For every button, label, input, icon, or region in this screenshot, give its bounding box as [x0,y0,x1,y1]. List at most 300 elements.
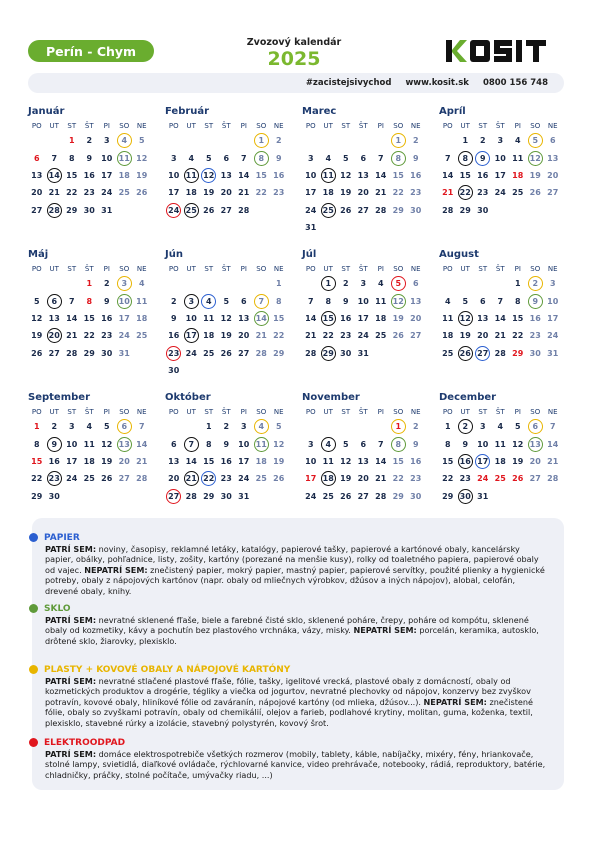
day-cell: 20 [238,331,250,341]
day-cell: 20 [477,331,489,341]
month-days [302,418,434,505]
month-jún [165,249,297,379]
day-cell: 4 [325,153,332,163]
day-cell: 15 [83,313,95,323]
day-cell: 27 [165,488,183,505]
day-cell: 29 [512,348,524,358]
pickup-yellow-circle-icon [117,133,132,148]
pickup-black-circle-icon [47,168,62,183]
empty-day [200,132,218,149]
day-cell: 8 [325,296,332,306]
day-cell: 22 [273,331,285,341]
empty-day [218,275,236,292]
pickup-yellow-circle-icon [117,276,132,291]
day-cell: 15 [255,170,267,180]
empty-day [320,418,338,435]
day-cell: 4 [138,279,145,289]
weekday-label: SO [530,408,541,416]
weekday-header [165,263,297,275]
day-cell: 4 [200,292,218,309]
day-cell: 21 [305,331,317,341]
day-cell: 3 [183,292,201,309]
day-cell: 22 [392,474,404,484]
day-cell: 15 [392,170,404,180]
weekday-label: NE [410,122,421,130]
day-cell: 23 [410,188,422,198]
weekday-label: PO [442,408,453,416]
day-cell: 25 [255,474,267,484]
day-cell: 25 [83,474,95,484]
day-cell: 7 [497,296,504,306]
empty-day [183,418,201,435]
day-cell: 20 [168,474,180,484]
day-cell: 31 [238,491,250,501]
day-cell: 25 [512,188,524,198]
weekday-label: NE [136,265,147,273]
day-cell: 24 [66,474,78,484]
day-cell: 1 [514,279,521,289]
legend-electro-title: ELEKTROODPAD [44,737,126,748]
day-cell: 4 [188,153,195,163]
month-júl [302,249,434,362]
paper-dot-icon [29,533,38,542]
weekday-label: NE [136,122,147,130]
day-cell: 25 [183,202,201,219]
day-cell: 19 [203,188,215,198]
day-cell: 4 [86,422,93,432]
empty-day [200,275,218,292]
electro-dot-icon [29,738,38,747]
day-cell: 20 [529,456,541,466]
day-cell: 1 [390,132,408,149]
day-cell: 29 [273,348,285,358]
day-cell: 13 [238,313,250,323]
day-cell: 29 [459,205,471,215]
pickup-green-circle-icon [254,311,269,326]
day-cell: 27 [474,345,492,362]
day-cell: 4 [444,296,451,306]
day-cell: 31 [357,348,369,358]
day-cell: 8 [514,296,521,306]
weekday-label: SO [256,408,267,416]
day-cell: 14 [253,310,271,327]
day-cell: 10 [66,439,78,449]
day-cell: 26 [340,205,352,215]
weekday-header [28,120,160,132]
empty-day [235,132,253,149]
day-cell: 12 [457,310,475,327]
day-cell: 27 [31,205,43,215]
pickup-black-circle-icon [184,168,199,183]
day-cell: 14 [305,313,317,323]
day-cell: 25 [203,348,215,358]
weekday-label: PO [31,265,42,273]
day-cell: 7 [377,439,384,449]
day-cell: 13 [220,170,232,180]
pickup-blue-circle-icon [475,346,490,361]
weekday-label: ST [341,408,351,416]
weekday-label: NE [136,408,147,416]
weekday-label: ST [204,265,214,273]
day-cell: 13 [357,170,369,180]
day-cell: 28 [547,474,559,484]
day-cell: 12 [390,292,408,309]
pickup-blue-circle-icon [475,151,490,166]
day-cell: 23 [529,331,541,341]
day-cell: 13 [357,456,369,466]
day-cell: 25 [375,331,387,341]
weekday-label: NE [273,122,284,130]
day-cell: 13 [527,435,545,452]
weekday-header [28,406,160,418]
day-cell: 2 [170,296,177,306]
day-cell: 17 [357,313,369,323]
day-cell: 17 [168,188,180,198]
day-cell: 11 [494,439,506,449]
empty-day [46,132,64,149]
pickup-blue-circle-icon [201,294,216,309]
weekday-header [439,263,571,275]
day-cell: 14 [442,170,454,180]
empty-day [183,132,201,149]
empty-day [337,418,355,435]
pickup-black-circle-icon [47,437,62,452]
weekday-label: ST [67,122,77,130]
day-cell: 19 [340,188,352,198]
day-cell: 16 [168,331,180,341]
calendar-year: 2025 [267,48,321,70]
pickup-green-circle-icon [117,151,132,166]
day-cell: 10 [238,439,250,449]
day-cell: 1 [275,279,282,289]
weekday-label: UT [49,122,59,130]
day-cell: 11 [203,313,215,323]
day-cell: 6 [46,292,64,309]
day-cell: 6 [360,439,367,449]
month-apríl [439,106,571,219]
weekday-label: ŠT [221,408,231,416]
day-cell: 5 [138,136,145,146]
day-cell: 9 [342,296,349,306]
weekday-label: SO [393,265,404,273]
pickup-yellow-circle-icon [117,419,132,434]
day-cell: 17 [547,313,559,323]
month-days [165,132,297,219]
day-cell: 3 [479,422,486,432]
weekday-label: PI [377,122,384,130]
weekday-label: NE [273,408,284,416]
day-cell: 14 [375,170,387,180]
day-cell: 6 [479,296,486,306]
day-cell: 29 [83,348,95,358]
day-cell: 30 [410,205,422,215]
weekday-label: ŠT [495,122,505,130]
day-cell: 3 [68,422,75,432]
day-cell: 18 [442,331,454,341]
pickup-blue-circle-icon [201,168,216,183]
day-cell: 31 [547,348,559,358]
day-cell: 8 [390,149,408,166]
weekday-header [28,263,160,275]
day-cell: 22 [66,188,78,198]
pickup-yellow-circle-icon [254,294,269,309]
day-cell: 16 [101,313,113,323]
day-cell: 11 [83,439,95,449]
pickup-black-circle-icon [458,151,473,166]
day-cell: 29 [442,491,454,501]
day-cell: 11 [442,313,454,323]
day-cell: 30 [457,488,475,505]
empty-day [355,418,373,435]
weekday-label: ST [67,265,77,273]
weekday-label: PI [103,408,110,416]
day-cell: 31 [477,491,489,501]
day-cell: 3 [549,279,556,289]
day-cell: 26 [392,331,404,341]
legend-plastic [32,663,564,728]
day-cell: 10 [494,153,506,163]
weekday-label: PI [514,122,521,130]
day-cell: 9 [412,153,419,163]
day-cell: 11 [320,167,338,184]
legend-paper-title: PAPIER [44,532,80,543]
empty-day [28,132,46,149]
pickup-black-circle-icon [458,311,473,326]
weekday-label: UT [186,122,196,130]
day-cell: 9 [527,292,545,309]
day-cell: 16 [410,170,422,180]
day-cell: 30 [83,205,95,215]
day-cell: 20 [118,456,130,466]
day-cell: 2 [223,422,230,432]
day-cell: 19 [529,170,541,180]
day-cell: 1 [33,422,40,432]
day-cell: 28 [305,348,317,358]
day-cell: 26 [340,491,352,501]
day-cell: 6 [240,296,247,306]
day-cell: 30 [220,491,232,501]
pickup-black-circle-icon [184,471,199,486]
day-cell: 15 [459,170,471,180]
day-cell: 5 [205,153,212,163]
weekday-label: NE [547,408,558,416]
day-cell: 23 [83,188,95,198]
day-cell: 27 [529,474,541,484]
day-cell: 12 [220,313,232,323]
day-cell: 11 [322,456,334,466]
pickup-black-circle-icon [47,328,62,343]
day-cell: 28 [238,205,250,215]
weekday-label: PI [377,265,384,273]
day-cell: 18 [136,313,148,323]
day-cell: 6 [549,136,556,146]
day-cell: 10 [116,292,134,309]
pickup-black-circle-icon [458,489,473,504]
day-cell: 14 [185,456,197,466]
day-cell: 30 [529,348,541,358]
day-cell: 28 [66,348,78,358]
day-cell: 30 [168,366,180,376]
day-cell: 2 [527,275,545,292]
day-cell: 19 [459,331,471,341]
weekday-label: PI [240,122,247,130]
calendar-subtitle: Zvozový kalendár [246,37,342,48]
day-cell: 9 [223,439,230,449]
day-cell: 24 [494,188,506,198]
day-cell: 29 [392,491,404,501]
weekday-label: PO [168,265,179,273]
weekday-label: SO [119,408,130,416]
day-cell: 18 [375,313,387,323]
weekday-header [302,263,434,275]
pickup-green-circle-icon [528,437,543,452]
empty-day [302,132,320,149]
weekday-label: UT [323,122,333,130]
day-cell: 5 [514,422,521,432]
pickup-black-circle-icon [184,294,199,309]
day-cell: 14 [136,439,148,449]
weekday-label: ŠT [221,122,231,130]
day-cell: 20 [220,188,232,198]
day-cell: 13 [410,296,422,306]
day-cell: 5 [342,439,349,449]
day-cell: 15 [66,170,78,180]
phone-number[interactable]: 0800 156 748 [482,78,548,88]
month-days [28,418,160,505]
day-cell: 22 [322,331,334,341]
pickup-black-circle-icon [458,419,473,434]
day-cell: 30 [477,205,489,215]
day-cell: 4 [497,422,504,432]
day-cell: 27 [410,331,422,341]
weekday-label: PO [442,265,453,273]
month-days [28,132,160,219]
weekday-label: NE [547,122,558,130]
legend-electro [32,736,564,780]
month-december [439,392,571,505]
weekday-label: ŠT [358,122,368,130]
day-cell: 8 [390,435,408,452]
month-január [28,106,160,219]
day-cell: 7 [549,422,556,432]
empty-day [183,275,201,292]
day-cell: 9 [170,313,177,323]
day-cell: 27 [547,188,559,198]
day-cell: 23 [459,474,471,484]
month-november [302,392,434,505]
weekday-label: SO [530,265,541,273]
day-cell: 6 [360,153,367,163]
day-cell: 6 [527,418,545,435]
day-cell: 6 [412,279,419,289]
day-cell: 22 [200,470,218,487]
day-cell: 4 [377,279,384,289]
weekday-header [302,406,434,418]
day-cell: 11 [253,435,271,452]
weekday-label: UT [460,265,470,273]
waste-legend [32,518,564,790]
weekday-label: ST [67,408,77,416]
day-cell: 16 [457,453,475,470]
day-cell: 16 [340,313,352,323]
day-cell: 6 [170,439,177,449]
day-cell: 7 [51,153,58,163]
day-cell: 2 [51,422,58,432]
day-cell: 21 [183,470,201,487]
pickup-black-circle-icon [321,168,336,183]
weekday-label: SO [393,122,404,130]
day-cell: 22 [83,331,95,341]
day-cell: 23 [220,474,232,484]
day-cell: 26 [101,474,113,484]
weekday-label: PI [103,265,110,273]
day-cell: 4 [253,418,271,435]
day-cell: 22 [31,474,43,484]
weekday-label: UT [186,408,196,416]
day-cell: 30 [340,348,352,358]
day-cell: 14 [46,167,64,184]
day-cell: 11 [512,153,524,163]
day-cell: 17 [66,456,78,466]
weekday-label: PO [305,122,316,130]
day-cell: 18 [203,331,215,341]
pickup-green-circle-icon [528,294,543,309]
day-cell: 8 [68,153,75,163]
day-cell: 21 [238,188,250,198]
day-cell: 26 [220,348,232,358]
plastic-dot-icon [29,665,38,674]
day-cell: 18 [185,188,197,198]
day-cell: 24 [238,474,250,484]
day-cell: 19 [136,170,148,180]
day-cell: 26 [31,348,43,358]
empty-day [439,275,457,292]
empty-day [320,132,338,149]
day-cell: 23 [273,188,285,198]
day-cell: 17 [238,456,250,466]
day-cell: 9 [275,153,282,163]
weekday-label: UT [460,122,470,130]
day-cell: 18 [512,170,524,180]
pickup-yellow-circle-icon [391,133,406,148]
day-cell: 25 [442,348,454,358]
website-link[interactable]: www.kosit.sk [405,78,469,88]
day-cell: 14 [494,313,506,323]
day-cell: 15 [442,456,454,466]
pickup-green-circle-icon [528,151,543,166]
weekday-label: SO [119,265,130,273]
day-cell: 5 [103,422,110,432]
month-name: December [439,392,497,403]
pickup-blue-circle-icon [475,454,490,469]
day-cell: 15 [31,456,43,466]
pickup-yellow-circle-icon [254,133,269,148]
pickup-red-circle-icon [391,276,406,291]
month-máj [28,249,160,362]
day-cell: 28 [46,202,64,219]
day-cell: 15 [273,313,285,323]
day-cell: 3 [307,439,314,449]
legend-plastic-text: PATRÍ SEM: nevratné stlačené plastové fľaše, fólie, tašky, igelitové vrecká, plastové obaly z domácností, obaly od kozmetických produktov a drogérie, tégliky a viečka od jogurtov, nevratné plechovky od nápojov, konzervy bez zvyškov potravín, kovové obaly, hliníkové fólie od zaváranín, nápojové kartóny (od mlieka, džúsov...). NEPATRÍ SEM: znečistené fólie, obaly so zvyškami potravín, obaly od chemikálií, olejov a farieb, podlahové krytiny, molitan, guma, koženka, textil, plexisklo, stavebné rúrky a izolácie, stavebný polystyrén, kovový šrot. [45,676,533,728]
day-cell: 16 [83,170,95,180]
day-cell: 14 [238,170,250,180]
pickup-red-circle-icon [166,203,181,218]
weekday-label: NE [547,265,558,273]
day-cell: 8 [33,439,40,449]
day-cell: 4 [320,435,338,452]
day-cell: 9 [86,153,93,163]
weekday-label: ŠT [358,265,368,273]
